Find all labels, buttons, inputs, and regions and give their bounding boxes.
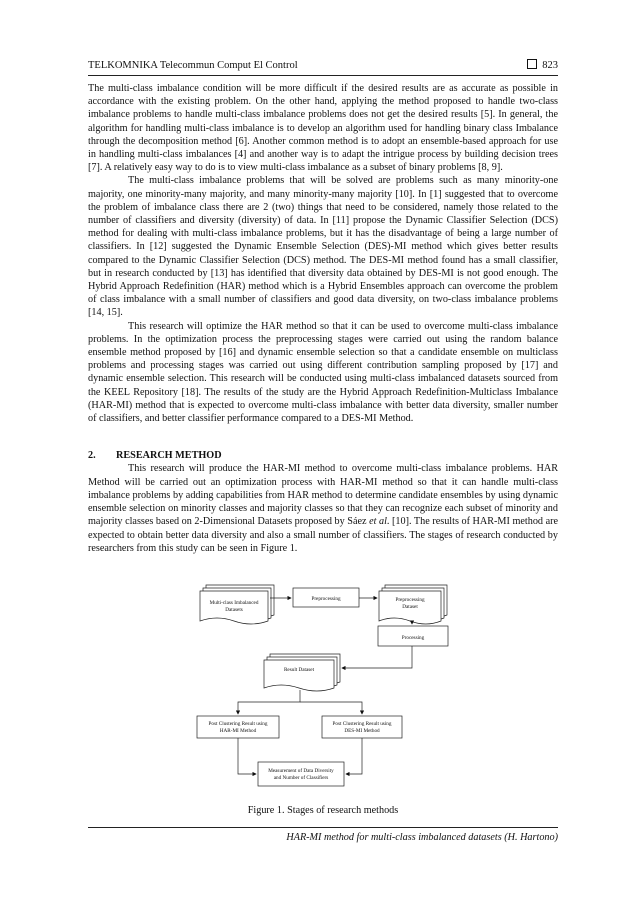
running-footer: HAR-MI method for multi-class imbalanced datasets (H. Hartono) xyxy=(286,832,558,843)
section-text-a: This research will produce the HAR-MI method to overcome multi-class imbalance problems. HAR Method will be carried out an optimization process with HAR-MI method so that it can handle multi-class imbalance problems by adding capabilities from HAR method to determine candidate ensembles by using dynamic ensemble selection on minority classes and majority classes so that they can recognize each subset of minority and majority classes based on 2-Dimensional Datasets proposed by Sáez xyxy=(88,463,558,528)
section-number: 2. xyxy=(88,450,96,462)
node-des-mi xyxy=(322,716,402,738)
paragraph-3: This research will optimize the HAR method so that it can be used to overcome multi-class imbalance problems. In the optimization process the preprocessing stages were carried out using the random balance ensemble method proposed by [16] and dynamic ensemble selection so that a candidate ensemble on multiclass problems and processing stages was carried out using different contribution sampling proposed by [17] and dynamic ensemble selection. This research will be conducted using multi-class imbalanced datasets sourced from the KEEL Repository [18]. The results of the study are the Hybrid Approach Redefinition-Multiclass Imbalance (HAR-MI) method that is expected to overcome multi-class imbalance with better data diversity, smaller number of classifiers, and better classifier performance compared to a DES-MI Method. xyxy=(88,320,558,425)
label-preproc-dataset-1: Preprocessing xyxy=(395,597,425,603)
label-des-1: Post Clustering Result using xyxy=(332,721,392,727)
label-measure-1: Measurement of Data Diversity xyxy=(268,768,334,774)
footer-rule xyxy=(88,827,558,828)
label-har-1: Post Clustering Result using xyxy=(208,721,268,727)
label-des-2: DES-MI Method xyxy=(344,728,380,734)
section-paragraph xyxy=(88,462,558,554)
section-text-b: . [10]. The results of HAR-MI method are expected to obtain better data diversity and also a small number of classifiers. The stages of research conducted by researchers from this study can be seen in Figure 1. xyxy=(88,516,559,554)
label-result-dataset: Result Dataset xyxy=(283,667,315,673)
page-number xyxy=(527,59,558,73)
body-text xyxy=(88,82,558,555)
section-title: RESEARCH METHOD xyxy=(116,450,222,462)
section-text-italic: et al xyxy=(369,516,387,528)
section-heading xyxy=(88,449,558,462)
label-preproc-dataset-2: Dataset xyxy=(402,604,418,610)
running-header xyxy=(88,59,558,75)
node-measurement xyxy=(258,762,344,786)
checkbox-glyph-icon xyxy=(527,59,537,69)
paragraph-2: The multi-class imbalance problems that will be solved are problems such as many minority-one majority, one minority-many majority, and many minority-many majority [10]. In [1] suggested that to overcome the problem of imbalance class there are 2 (two) things that need to be considered, namely those related to the number of classifiers and diversity (diversity) of data. In [11] propose the Dynamic Classifier Selection (DCS) method for dealing with multi-class imbalance problems, but it has the disadvantage of being a large number of classifiers. In [12] suggested the Dynamic Ensemble Selection (DES)-MI method which gives better results compared to the Dynamic Classifier Selection (DCS) method. The DES-MI method found has a small classifier, but in research conducted by [13] has identified that diversity data obtained by DES-MI is not good enough. The Hybrid Approach Redefinition (HAR) method which is a Hybrid Ensembles approach can overcome the problem of class imbalance with a small number of classifiers and good data diversity, on two-class imbalance problems [14, 15]. xyxy=(88,175,558,319)
node-har-mi xyxy=(197,716,279,738)
label-measure-2: and Number of Classifiers xyxy=(273,775,329,781)
label-preprocessing: Preprocessing xyxy=(311,596,341,602)
figure-caption: Figure 1. Stages of research methods xyxy=(247,805,399,816)
journal-title: TELKOMNIKA Telecommun Comput El Control xyxy=(88,60,298,71)
label-har-2: HAR-MI Method xyxy=(219,728,257,734)
label-datasets-2: Datasets xyxy=(225,607,243,613)
label-datasets-1: Multi-class Imbalanced xyxy=(209,600,259,606)
label-processing: Processing xyxy=(401,635,425,641)
figure-flowchart xyxy=(190,578,455,800)
paragraph-1: The multi-class imbalance condition will be more difficult if the desired results are as accurate as possible in accordance with the existing problem. On the other hand, applying the method proposed to handle two-class imbalance problems to handle multi-class imbalance problems does not get the desired results [5]. In general, the algorithm for handling multi-class imbalance is to develop an algorithm used for handling binary class Imbalance through the decomposition method [6]. Another common method is to adopt an ensemble-based approach for use in handling multi-class imbalances [4] and another way is to adapt the intrigue process by building decision trees [7]. A relatively easy way to do is to view multi-class imbalance as a subset of binary problems [8, 9]. xyxy=(88,83,558,174)
page-number-text: 823 xyxy=(542,60,558,71)
header-rule xyxy=(88,75,558,76)
